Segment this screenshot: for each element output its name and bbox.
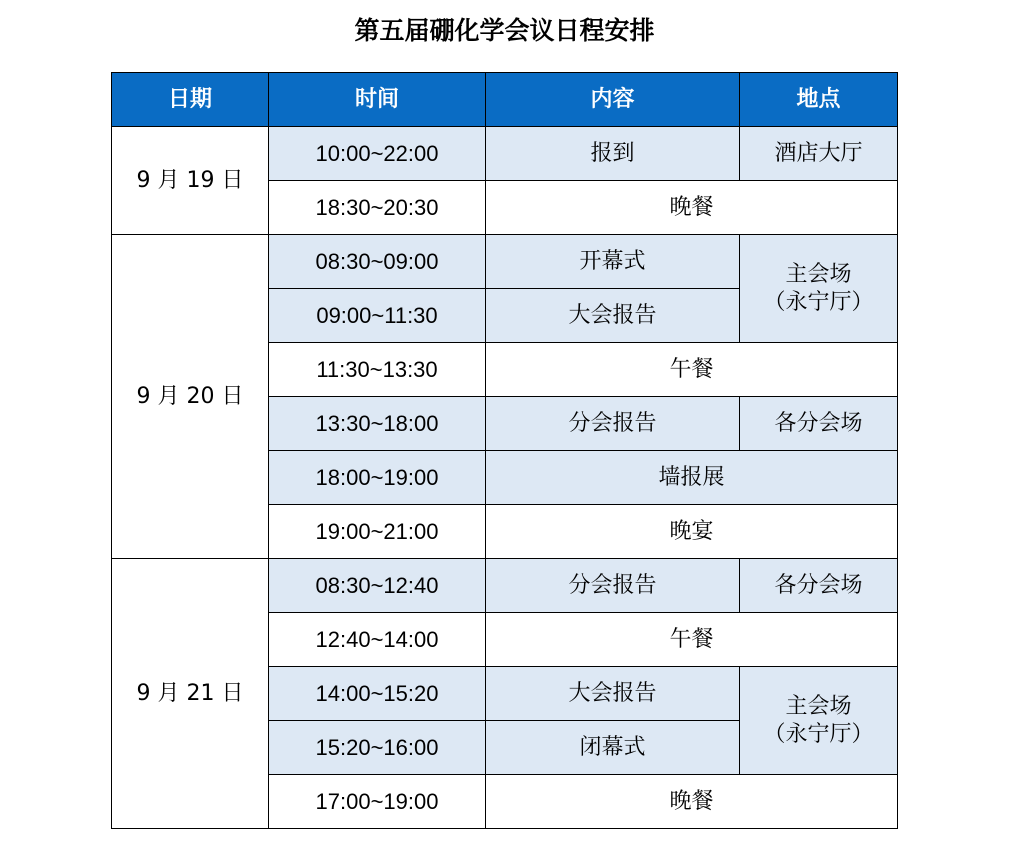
venue-cell: 各分会场 [740, 559, 898, 613]
time-cell: 10:00~22:00 [269, 127, 486, 181]
date-cell: 9 月 19 日 [112, 127, 269, 235]
time-cell: 18:30~20:30 [269, 181, 486, 235]
header-time: 时间 [269, 73, 486, 127]
content-cell: 大会报告 [486, 667, 740, 721]
content-cell: 分会报告 [486, 397, 740, 451]
time-cell: 14:00~15:20 [269, 667, 486, 721]
page-title: 第五届硼化学会议日程安排 [354, 16, 655, 45]
venue-line: （永宁厅） [763, 289, 874, 315]
time-cell: 11:30~13:30 [269, 343, 486, 397]
time-cell: 13:30~18:00 [269, 397, 486, 451]
content-cell: 闭幕式 [486, 721, 740, 775]
venue-line: 主会场 [785, 693, 852, 719]
time-cell: 08:30~12:40 [269, 559, 486, 613]
venue-cell: 各分会场 [740, 397, 898, 451]
venue-cell [740, 235, 898, 343]
venue-line: 主会场 [785, 261, 852, 287]
header-date: 日期 [112, 73, 269, 127]
date-cell: 9 月 20 日 [112, 235, 269, 559]
time-cell: 15:20~16:00 [269, 721, 486, 775]
content-cell: 晚餐 [486, 775, 898, 829]
content-cell: 墙报展 [486, 451, 898, 505]
venue-cell: 酒店大厅 [740, 127, 898, 181]
time-cell: 18:00~19:00 [269, 451, 486, 505]
content-cell: 大会报告 [486, 289, 740, 343]
header-venue: 地点 [740, 73, 898, 127]
time-cell: 12:40~14:00 [269, 613, 486, 667]
schedule-table [111, 72, 898, 829]
content-cell: 报到 [486, 127, 740, 181]
content-cell: 分会报告 [486, 559, 740, 613]
date-cell: 9 月 21 日 [112, 559, 269, 829]
table-row [112, 559, 898, 613]
content-cell: 开幕式 [486, 235, 740, 289]
content-cell: 晚宴 [486, 505, 898, 559]
time-cell: 19:00~21:00 [269, 505, 486, 559]
time-cell: 08:30~09:00 [269, 235, 486, 289]
table-row [112, 235, 898, 289]
venue-line: （永宁厅） [763, 721, 874, 747]
content-cell: 午餐 [486, 613, 898, 667]
venue-cell [740, 667, 898, 775]
content-cell: 晚餐 [486, 181, 898, 235]
table-row [112, 127, 898, 181]
header-row [112, 73, 898, 127]
content-cell: 午餐 [486, 343, 898, 397]
time-cell: 09:00~11:30 [269, 289, 486, 343]
time-cell: 17:00~19:00 [269, 775, 486, 829]
header-content: 内容 [486, 73, 740, 127]
